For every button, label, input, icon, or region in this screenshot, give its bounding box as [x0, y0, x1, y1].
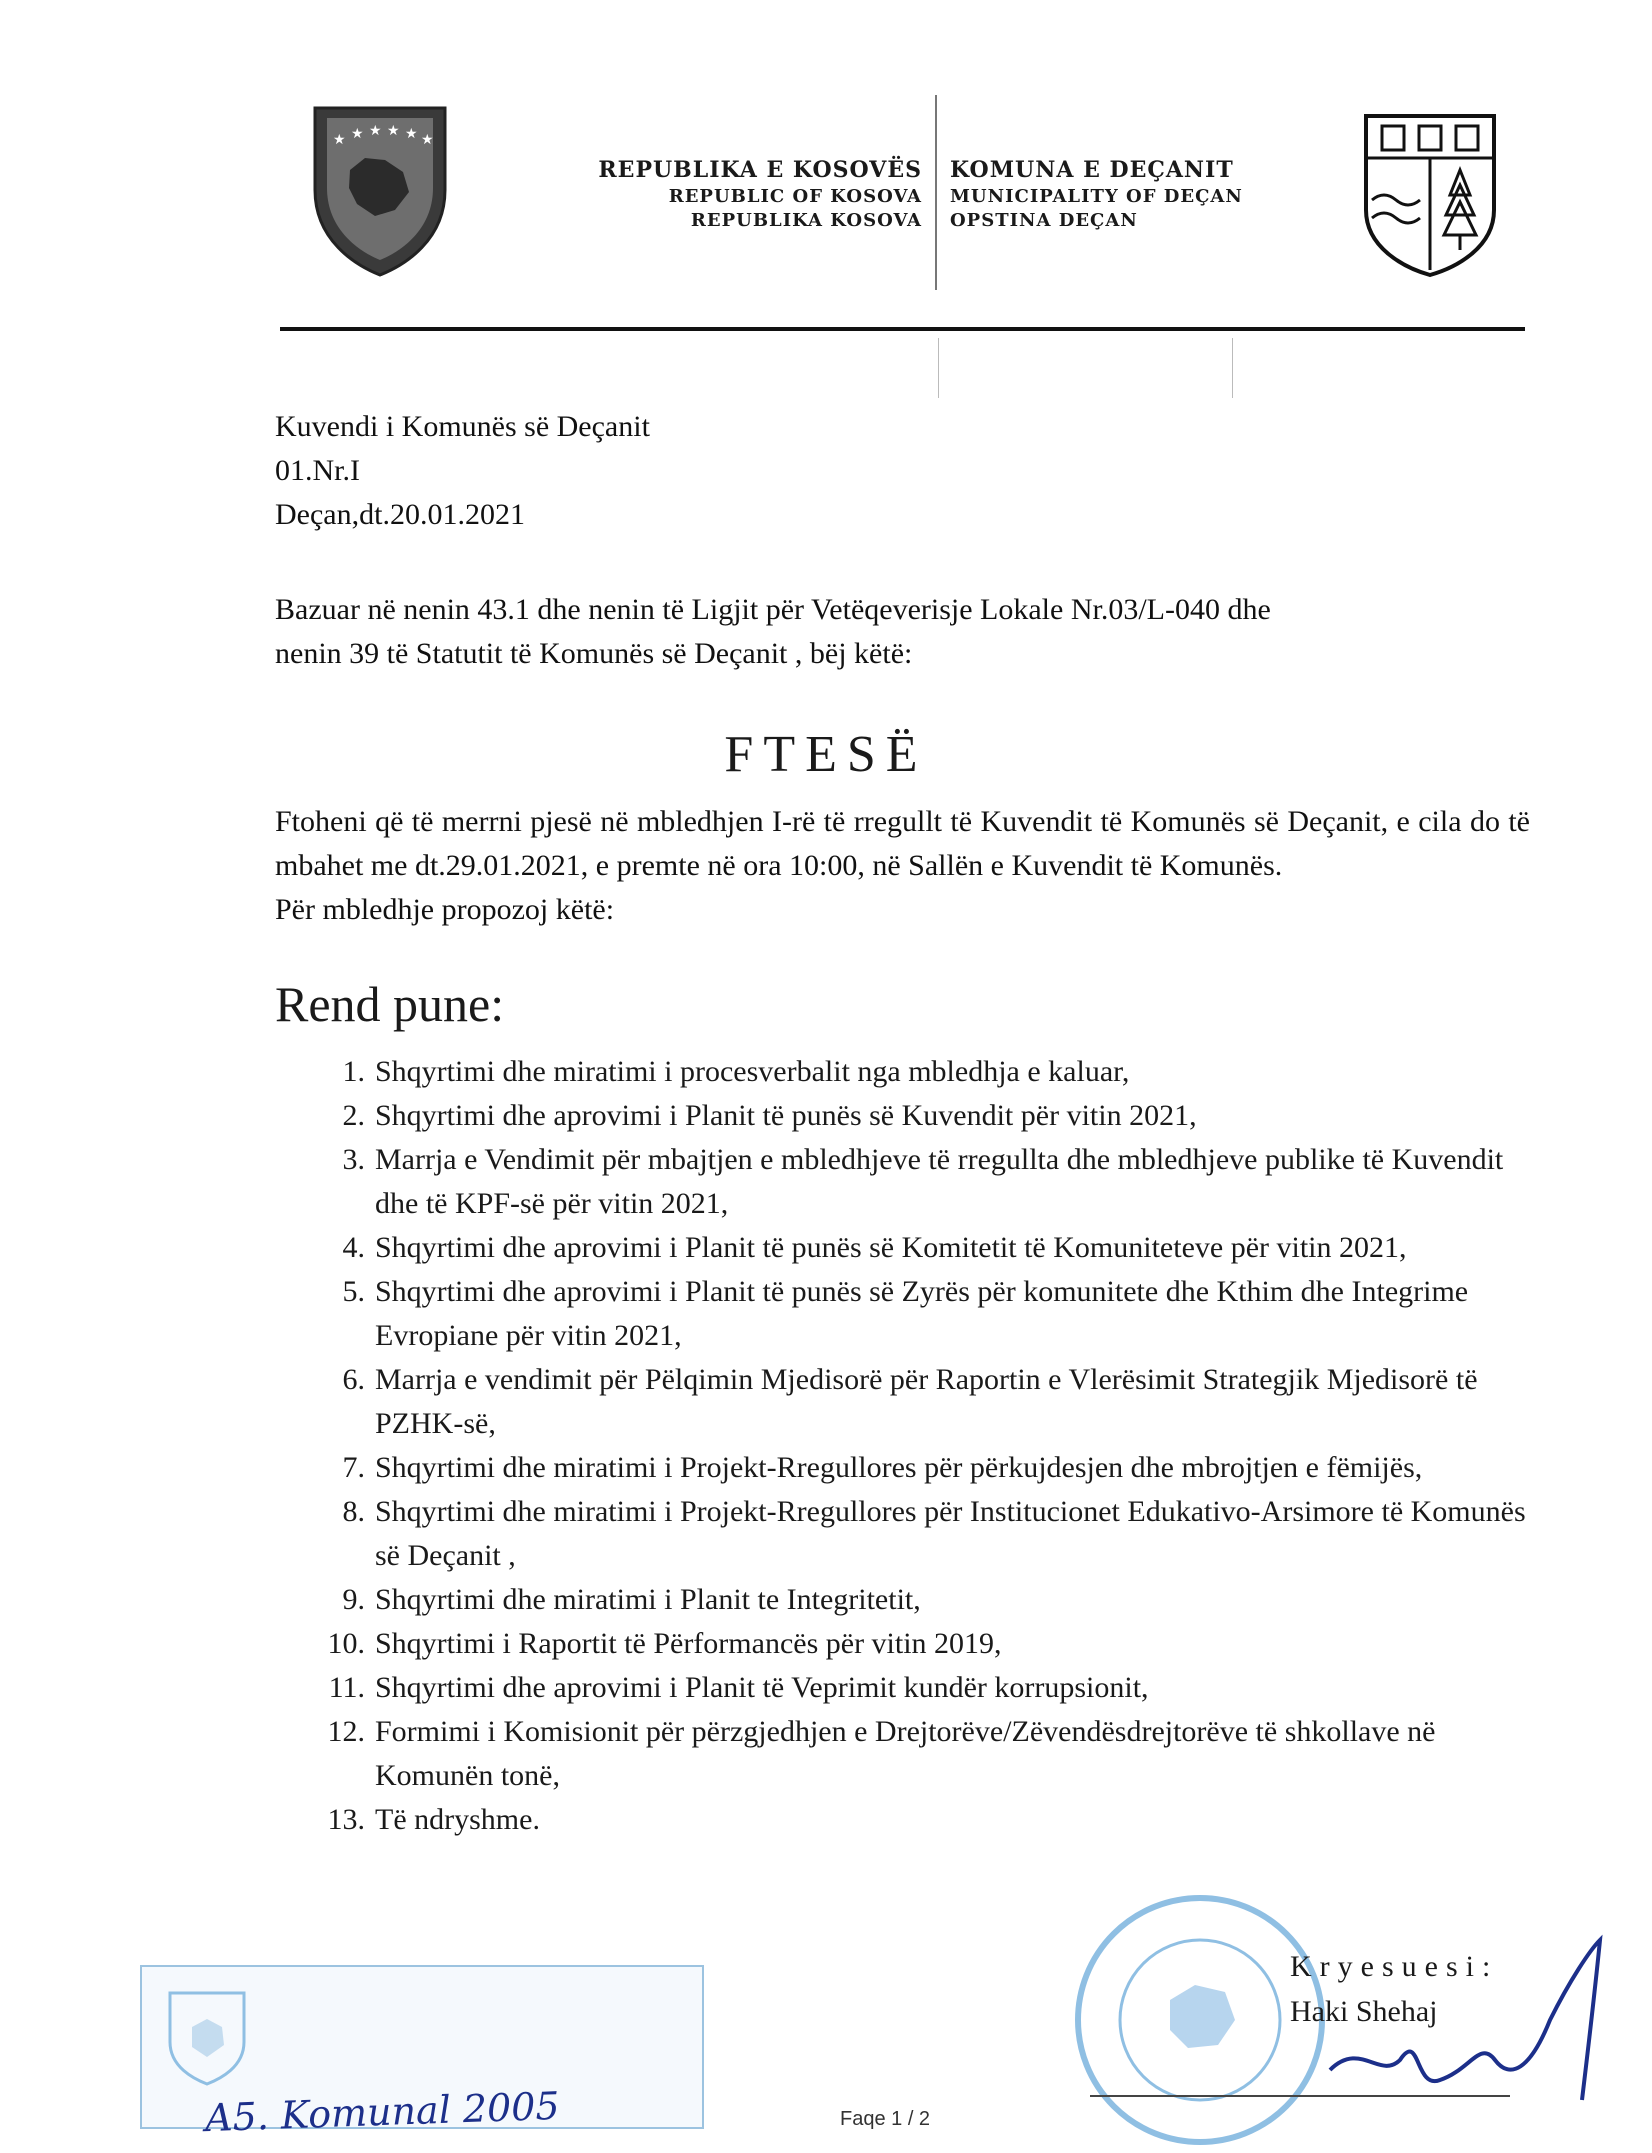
agenda-item-text: Shqyrtimi dhe miratimi i Planit te Integritetit,: [375, 1583, 921, 1616]
agenda-item: [310, 1446, 1540, 1490]
scan-mark-2: [1232, 338, 1233, 398]
agenda-item: [310, 1226, 1540, 1270]
invitation-text: Ftoheni që të merrni pjesë në mbledhjen I-rë të rregullt të Kuvendit të Komunës së Deçanit, e cila do të mbahet me dt.29.01.2021, e premte në ora 10:00, në Sallën e Kuvendit të Komunës.: [275, 805, 1530, 882]
agenda-item-number: 2.: [342, 1099, 365, 1132]
agenda-item-text: Shqyrtimi dhe aprovimi i Planit të punës së Zyrës për komunitete dhe Kthim dhe Integrime Evropiane për vitin 2021,: [375, 1275, 1469, 1352]
agenda-item-number: 11.: [328, 1671, 365, 1704]
legal-basis-line1: Bazuar në nenin 43.1 dhe nenin të Ligjit për Vetëqeverisje Lokale Nr.03/L-040 dhe: [275, 593, 1271, 626]
svg-text:★: ★: [405, 126, 418, 142]
svg-text:★: ★: [421, 132, 434, 148]
proposal-line: Për mbledhje propozoj këtë:: [275, 893, 615, 926]
scan-mark-1: [938, 338, 939, 398]
legal-basis-line2: nenin 39 të Statutit të Komunës së Deçanit , bëj këtë:: [275, 637, 913, 670]
agenda-item-text: Shqyrtimi dhe miratimi i procesverbalit nga mbledhja e kaluar,: [375, 1055, 1130, 1088]
agenda-list: [310, 1050, 1540, 1842]
agenda-item-number: 10.: [327, 1627, 365, 1660]
svg-text:★: ★: [333, 132, 346, 148]
header-left-line1: REPUBLIKA E KOSOVËS: [598, 157, 922, 183]
page-number: Faqe 1 / 2: [840, 2108, 931, 2130]
footer-line: [1090, 2095, 1510, 2097]
signatory-name: Haki Shehaj: [1290, 1995, 1438, 2028]
header-right-line2: MUNICIPALITY OF DEÇAN: [950, 186, 1243, 207]
agenda-item: [310, 1666, 1540, 1710]
institution-name: Kuvendi i Komunës së Deçanit: [275, 410, 650, 443]
agenda-item: [310, 1050, 1540, 1094]
legal-basis: [275, 588, 1535, 676]
agenda-item-text: Të ndryshme.: [375, 1803, 540, 1836]
agenda-item-text: Marrja e vendimit për Pëlqimin Mjedisorë për Raportin e Vlerësimit Strategjik Mjedisorë të PZHK-së,: [375, 1363, 1478, 1440]
agenda-item: [310, 1578, 1540, 1622]
document-title: FTESË: [724, 726, 928, 783]
agenda-item: [310, 1094, 1540, 1138]
agenda-item-text: Shqyrtimi dhe miratimi i Projekt-Rregullores për përkujdesjen dhe mbrojtjen e fëmijës,: [375, 1451, 1423, 1484]
header-left-line3: REPUBLIKA KOSOVA: [690, 210, 922, 231]
kosovo-coat-of-arms-icon: [305, 100, 455, 280]
header-right-line1: KOMUNA E DEÇANIT: [950, 157, 1234, 183]
svg-text:★: ★: [387, 123, 400, 139]
agenda-item-text: Shqyrtimi dhe aprovimi i Planit të punës së Kuvendit për vitin 2021,: [375, 1099, 1197, 1132]
agenda-item-number: 5.: [342, 1275, 365, 1308]
agenda-item: [310, 1138, 1540, 1226]
signature-title: Kryesuesi:: [1290, 1950, 1499, 1983]
svg-text:★: ★: [351, 126, 364, 142]
header-left-line2: REPUBLIC OF KOSOVA: [668, 186, 922, 207]
handwritten-signature-icon: [1320, 1920, 1620, 2120]
agenda-item-number: 8.: [342, 1495, 365, 1528]
place-date: Deçan,dt.20.01.2021: [275, 498, 525, 531]
header-municipality-names: [950, 155, 1243, 233]
agenda-item: [310, 1490, 1540, 1578]
invitation-intro: [275, 800, 1530, 932]
agenda-item: [310, 1798, 1540, 1842]
agenda-item-number: 6.: [342, 1363, 365, 1396]
agenda-item-number: 1.: [342, 1055, 365, 1088]
header-divider: [935, 95, 937, 290]
header-republic-names: [598, 155, 922, 233]
agenda-item: [310, 1270, 1540, 1358]
agenda-item-text: Shqyrtimi dhe aprovimi i Planit të punës së Komitetit të Komuniteteve për vitin 2021,: [375, 1231, 1407, 1264]
agenda-item-number: 12.: [327, 1715, 365, 1748]
agenda-item: [310, 1710, 1540, 1798]
svg-text:★: ★: [369, 123, 382, 139]
agenda-item: [310, 1358, 1540, 1446]
agenda-item-text: Marrja e Vendimit për mbajtjen e mbledhjeve të rregullta dhe mbledhjeve publike të Kuvendit dhe të KPF-së për vitin 2021,: [375, 1143, 1504, 1220]
agenda-item: [310, 1622, 1540, 1666]
agenda-item-number: 9.: [342, 1583, 365, 1616]
document-meta: [275, 405, 650, 537]
header-rule: [280, 327, 1525, 331]
agenda-item-text: Shqyrtimi dhe aprovimi i Planit të Veprimit kundër korrupsionit,: [375, 1671, 1149, 1704]
decan-municipality-emblem-icon: [1360, 110, 1500, 280]
header-right-line3: OPSTINA DEÇAN: [950, 210, 1138, 231]
agenda-item-text: Formimi i Komisionit për përzgjedhjen e Drejtorëve/Zëvendësdrejtorëve të shkollave në Komunën tonë,: [375, 1715, 1436, 1792]
agenda-item-text: Shqyrtimi dhe miratimi i Projekt-Rregullores për Institucionet Edukativo-Arsimore të Komunës së Deçanit ,: [375, 1495, 1526, 1572]
handwritten-registry-note: A5. Komunal 2005: [204, 2083, 561, 2141]
agenda-heading: Rend pune:: [275, 976, 505, 1032]
agenda-item-number: 7.: [342, 1451, 365, 1484]
agenda-item-text: Shqyrtimi i Raportit të Përformancës për vitin 2019,: [375, 1627, 1002, 1660]
agenda-item-number: 4.: [342, 1231, 365, 1264]
agenda-item-number: 3.: [342, 1143, 365, 1176]
small-coat-of-arms-icon: [162, 1987, 252, 2087]
agenda-item-number: 13.: [327, 1803, 365, 1836]
document-number: 01.Nr.I: [275, 454, 360, 487]
